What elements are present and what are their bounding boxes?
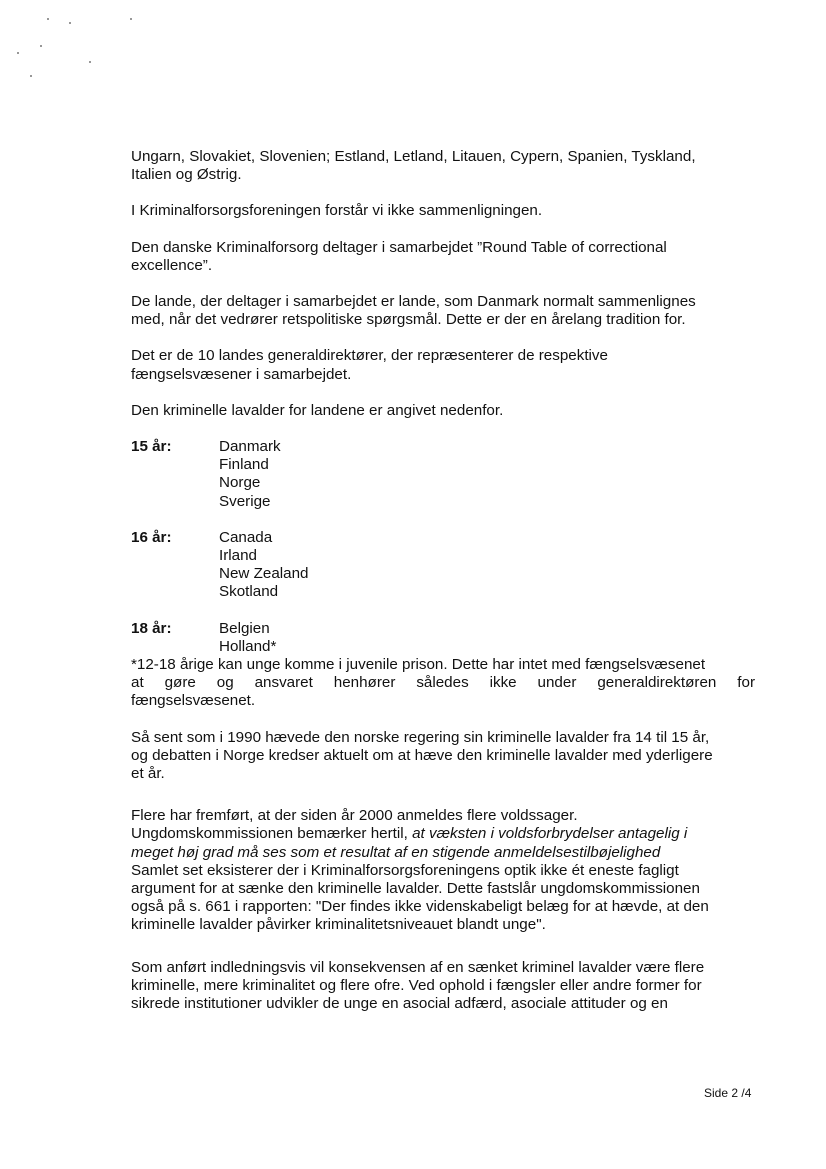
scan-speck xyxy=(40,45,42,47)
age-group-18 xyxy=(131,620,755,656)
age-table xyxy=(131,438,755,656)
country-list xyxy=(219,620,755,656)
paragraph-age-intro: Den kriminelle lavalder for landene er angivet nedenfor. xyxy=(131,401,504,419)
country-item: Finland xyxy=(219,456,269,474)
scan-speck xyxy=(89,61,91,63)
paragraph-consequence: Som anført indledningsvis vil konsekvensen af en sænket kriminel lavalder være flere kriminelle, mere kriminalitet og flere ofre. Ved ophold i fængsler eller andre former for sikrede institutioner udvikler de unge en asocial adfærd, asociale attituder og en xyxy=(131,958,705,1012)
country-item: New Zealand xyxy=(219,565,309,583)
age-label: 18 år: xyxy=(131,619,172,637)
paragraph-round-table: Den danske Kriminalforsorg deltager i samarbejdet ”Round Table of correctional excellence”. xyxy=(131,238,667,274)
page-number: Side 2 /4 xyxy=(704,1086,752,1100)
scan-speck xyxy=(69,22,71,24)
footnote-juvenile: *12-18 årige kan unge komme i juvenile prison. Dette har intet med fængselsvæsenet at gøre og ansvaret henhører således ikke under generaldirektøren for fængselsvæsenet. xyxy=(131,655,755,710)
paragraph-norway: Så sent som i 1990 hævede den norske regering sin kriminelle lavalder fra 14 til 15 år, og debatten i Norge kredser aktuelt om at hæve den kriminelle lavalder med yderligere et år. xyxy=(131,728,713,782)
country-item: Belgien xyxy=(219,619,270,637)
paragraph-violence: Flere har fremført, at der siden år 2000 anmeldes flere voldssager. Ungdomskommissionen bemærker hertil, at væksten i voldsforbrydelser antagelig i meget høj grad må ses som et resultat af en stigende anmeldelsestilbøjelighed xyxy=(131,807,688,861)
country-item: Norge xyxy=(219,474,261,492)
scan-speck xyxy=(47,18,49,20)
document-body xyxy=(131,148,755,1013)
country-item: Holland* xyxy=(219,637,277,655)
scan-speck xyxy=(30,75,32,77)
paragraph-participating-countries: De lande, der deltager i samarbejdet er lande, som Danmark normalt sammenlignes med, når det vedrører retspolitiske spørgsmål. Dette er der en årelang tradition for. xyxy=(131,293,696,329)
paragraph-comparison: I Kriminalforsorgsforeningen forstår vi ikke sammenligningen. xyxy=(131,202,543,220)
paragraph-summary: Samlet set eksisterer der i Kriminalforsorgsforeningens optik ikke ét eneste fagligt argument for at sænke den kriminelle lavalder. Dette fastslår ungdomskommissionen også på s. 661 i rapporten: "Der findes ikke videnskabeligt belæg for at hævde, at den kriminelle lavalder påvirker kriminalitetsniveauet blandt unge". xyxy=(131,861,709,934)
country-item: Danmark xyxy=(219,438,281,456)
scan-speck xyxy=(17,52,19,54)
country-item: Skotland xyxy=(219,583,279,601)
country-list xyxy=(219,529,755,602)
age-group-16 xyxy=(131,529,755,602)
country-item: Canada xyxy=(219,528,273,546)
age-label: 16 år: xyxy=(131,528,172,546)
age-label: 15 år: xyxy=(131,438,172,456)
scan-speck xyxy=(130,18,132,20)
age-group-15 xyxy=(131,438,755,511)
paragraph-directors: Det er de 10 landes generaldirektører, der repræsenterer de respektive fængselsvæsener i samarbejdet. xyxy=(131,347,608,383)
country-list xyxy=(219,438,755,511)
country-item: Irland xyxy=(219,546,257,564)
paragraph-country-list: Ungarn, Slovakiet, Slovenien; Estland, Letland, Litauen, Cypern, Spanien, Tyskland, Italien og Østrig. xyxy=(131,148,696,184)
country-item: Sverige xyxy=(219,492,271,510)
